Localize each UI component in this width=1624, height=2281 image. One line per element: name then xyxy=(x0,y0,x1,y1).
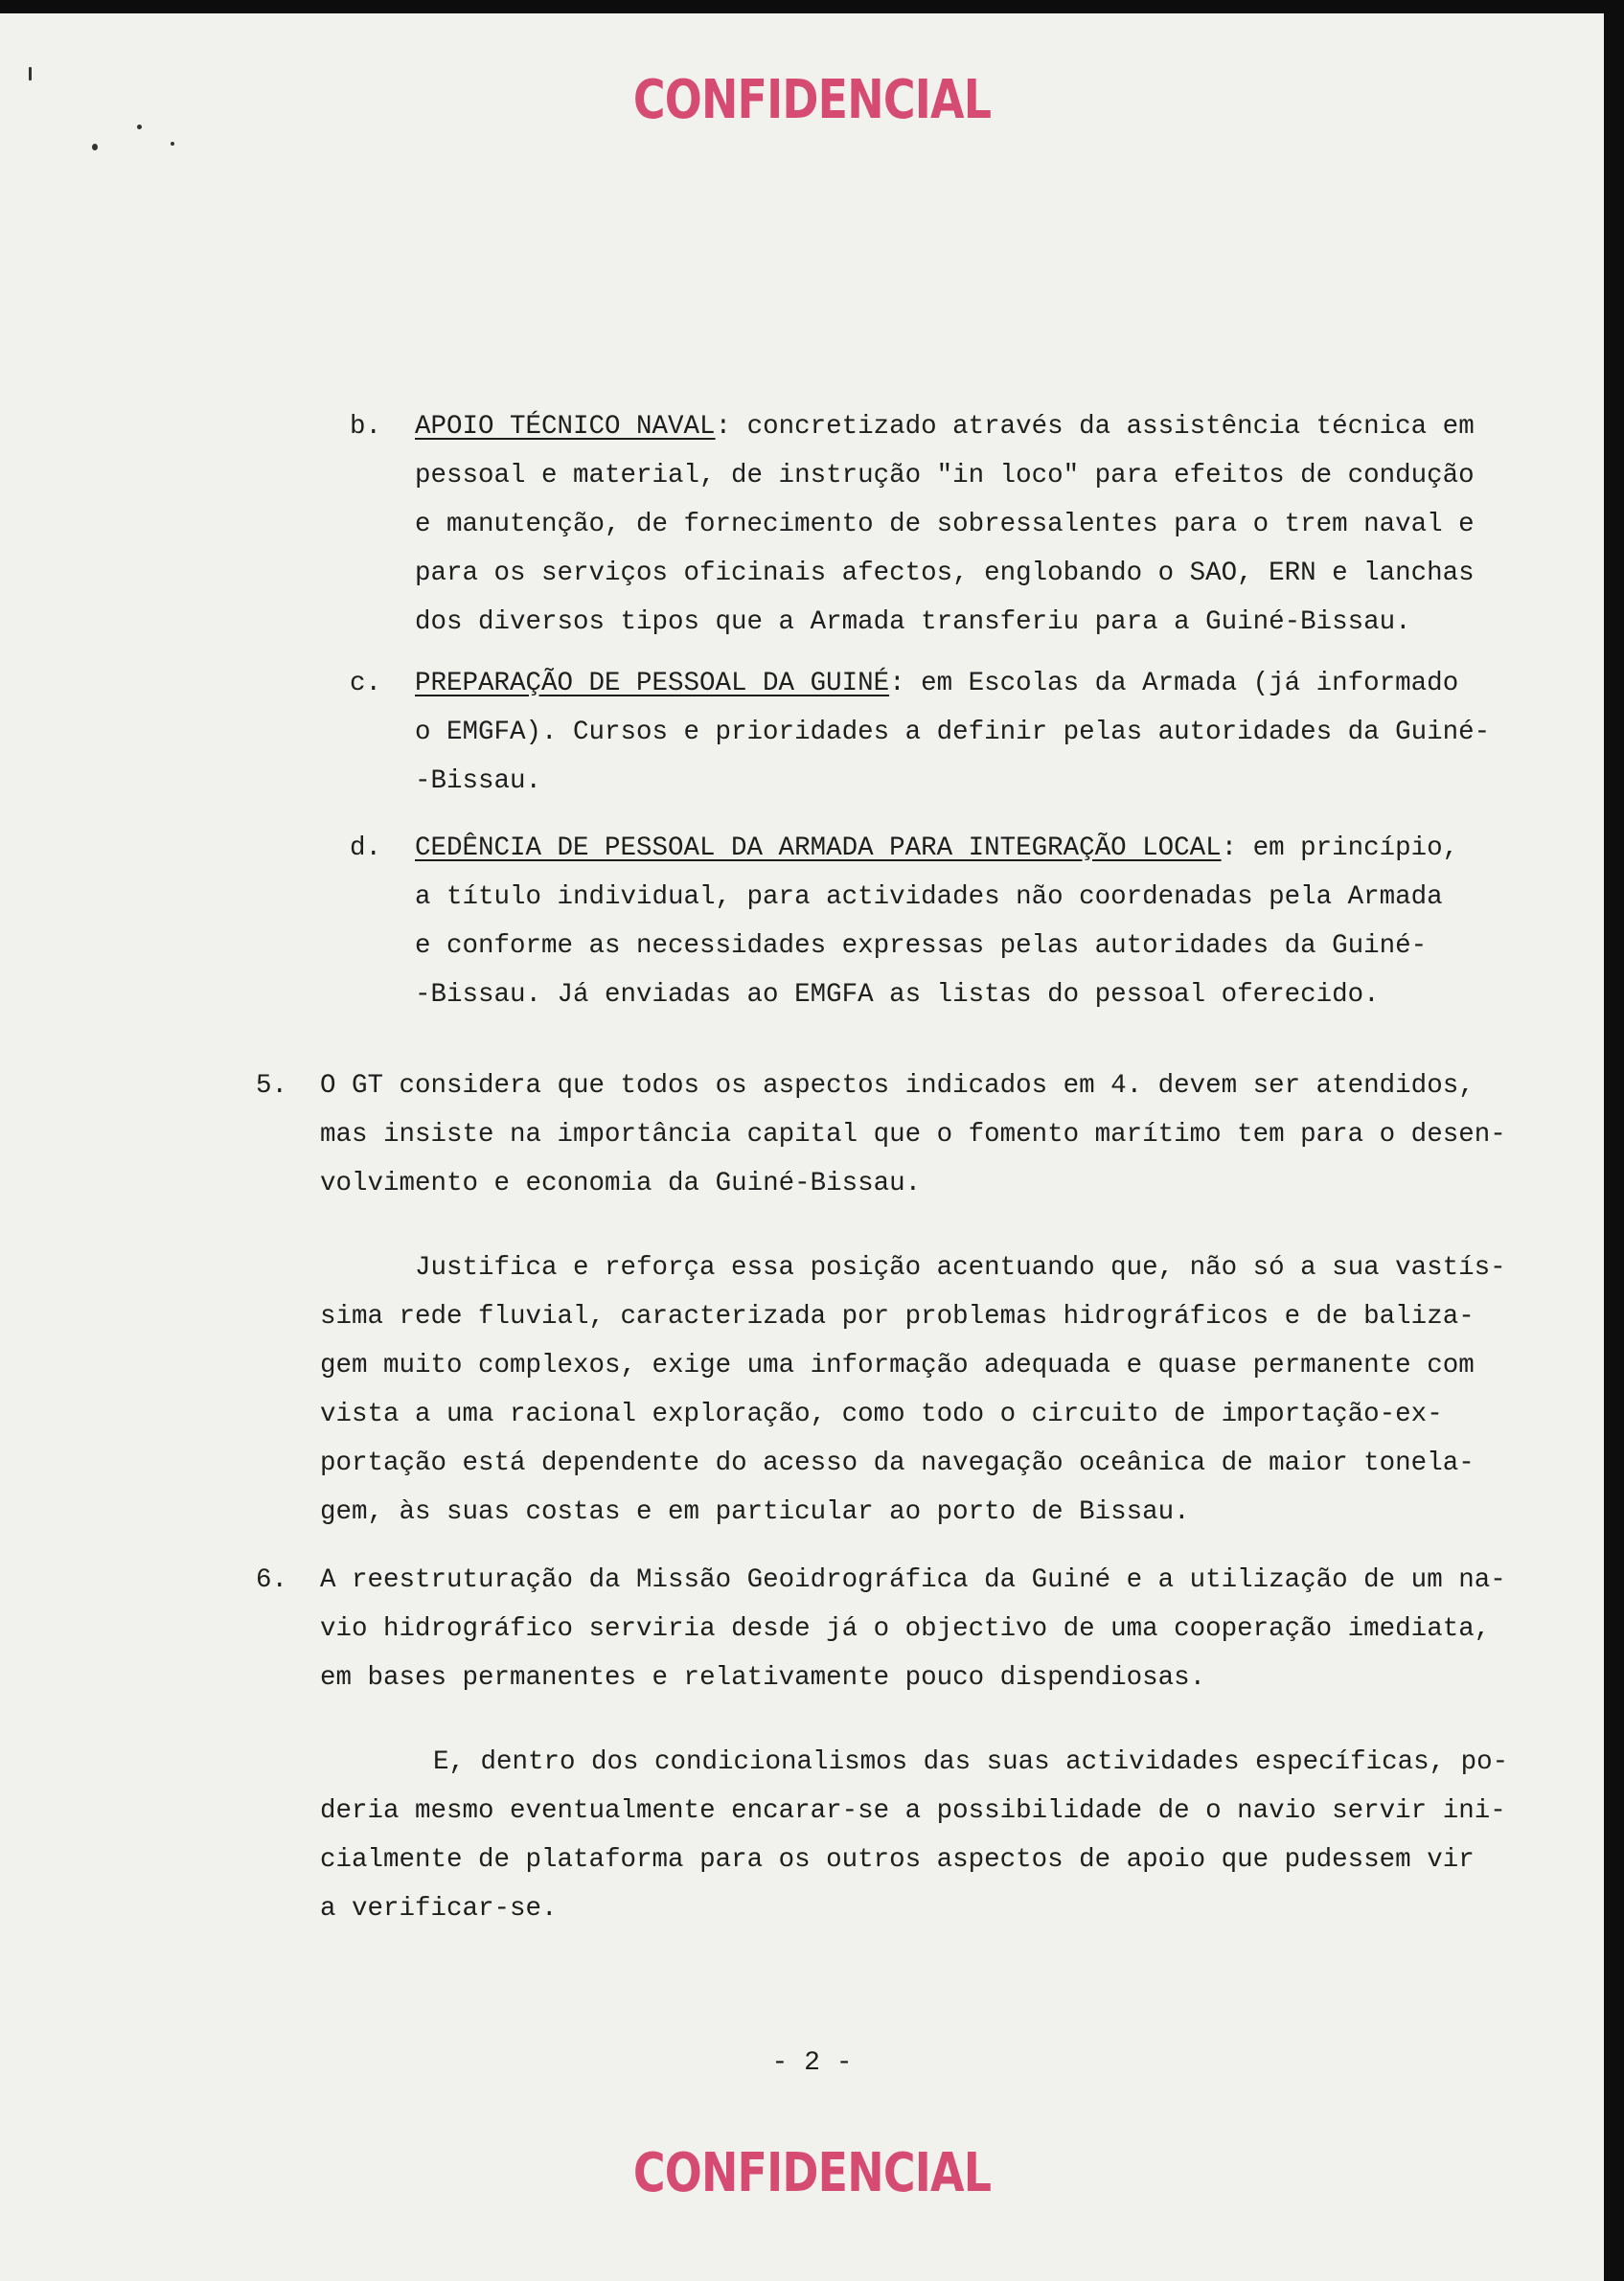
paragraph-line: O GT considera que todos os aspectos indicados em 4. devem ser atendidos, xyxy=(320,1071,1475,1101)
item-heading: CEDÊNCIA DE PESSOAL DA ARMADA PARA INTEGRAÇÃO LOCAL xyxy=(415,833,1222,863)
scan-speck xyxy=(92,144,98,150)
scan-speck xyxy=(171,142,174,146)
paragraph-line: Justifica e reforça essa posição acentuando que, não só a sua vastís- xyxy=(415,1253,1506,1283)
scan-speck xyxy=(29,67,32,80)
paragraph-line: gem muito complexos, exige uma informação adequada e quase permanente com xyxy=(320,1351,1475,1380)
item-line: -Bissau. Já enviadas ao EMGFA as listas do pessoal oferecido. xyxy=(415,980,1380,1010)
paragraph-line: E, dentro dos condicionalismos das suas actividades específicas, po- xyxy=(433,1747,1509,1777)
item-heading: PREPARAÇÃO DE PESSOAL DA GUINÉ xyxy=(415,669,890,698)
item-line: para os serviços oficinais afectos, englobando o SAO, ERN e lanchas xyxy=(415,559,1475,588)
item-line: dos diversos tipos que a Armada transferiu para a Guiné-Bissau. xyxy=(415,607,1411,637)
paragraph-number: 6. xyxy=(256,1565,288,1595)
item-line: PREPARAÇÃO DE PESSOAL DA GUINÉ: em Escolas da Armada (já informado xyxy=(415,669,1459,698)
paragraph-line: A reestruturação da Missão Geoidrográfica da Guiné e a utilização de um na- xyxy=(320,1565,1506,1595)
confidential-stamp-bottom: CONFIDENCIAL xyxy=(632,2142,992,2204)
paragraph-line: sima rede fluvial, caracterizada por problemas hidrográficos e de baliza- xyxy=(320,1302,1475,1332)
paragraph-line: cialmente de plataforma para os outros aspectos de apoio que pudessem vir xyxy=(320,1845,1475,1875)
scan-speck xyxy=(137,125,142,129)
item-heading: APOIO TÉCNICO NAVAL xyxy=(415,412,716,442)
paragraph-line: volvimento e economia da Guiné-Bissau. xyxy=(320,1169,922,1198)
item-label: b. xyxy=(350,412,382,442)
page-number: - 2 - xyxy=(771,2048,853,2078)
item-line: CEDÊNCIA DE PESSOAL DA ARMADA PARA INTEGRAÇÃO LOCAL: em princípio, xyxy=(415,833,1459,863)
paragraph-line: mas insiste na importância capital que o fomento marítimo tem para o desen- xyxy=(320,1120,1506,1150)
item-line: e conforme as necessidades expressas pelas autoridades da Guiné- xyxy=(415,931,1428,961)
paragraph-5 xyxy=(0,1061,1624,1599)
paragraph-line: gem, às suas costas e em particular ao porto de Bissau. xyxy=(320,1497,1190,1527)
paragraph-line: deria mesmo eventualmente encarar-se a possibilidade de o navio servir ini- xyxy=(320,1796,1506,1826)
paragraph-line: a verificar-se. xyxy=(320,1894,558,1924)
confidential-stamp-top: CONFIDENCIAL xyxy=(632,69,992,131)
item-label: c. xyxy=(350,669,382,698)
paragraph-line: vio hidrográfico serviria desde já o objectivo de uma cooperação imediata, xyxy=(320,1614,1491,1644)
paragraph-6 xyxy=(0,1556,1624,1996)
item-line: e manutenção, de fornecimento de sobressalentes para o trem naval e xyxy=(415,510,1475,539)
item-line: APOIO TÉCNICO NAVAL: concretizado através da assistência técnica em xyxy=(415,412,1475,442)
item-line: a título individual, para actividades não coordenadas pela Armada xyxy=(415,882,1443,912)
paragraph-line: em bases permanentes e relativamente pouco dispendiosas. xyxy=(320,1663,1206,1693)
paragraph-line: portação está dependente do acesso da navegação oceânica de maior tonela- xyxy=(320,1448,1475,1478)
item-line: pessoal e material, de instrução "in loco" para efeitos de condução xyxy=(415,461,1475,490)
item-line: o EMGFA). Cursos e prioridades a definir pelas autoridades da Guiné- xyxy=(415,718,1491,747)
paragraph-line: vista a uma racional exploração, como todo o circuito de importação-ex- xyxy=(320,1400,1443,1429)
item-label: d. xyxy=(350,833,382,863)
item-line: -Bissau. xyxy=(415,766,542,796)
paragraph-number: 5. xyxy=(256,1071,288,1101)
